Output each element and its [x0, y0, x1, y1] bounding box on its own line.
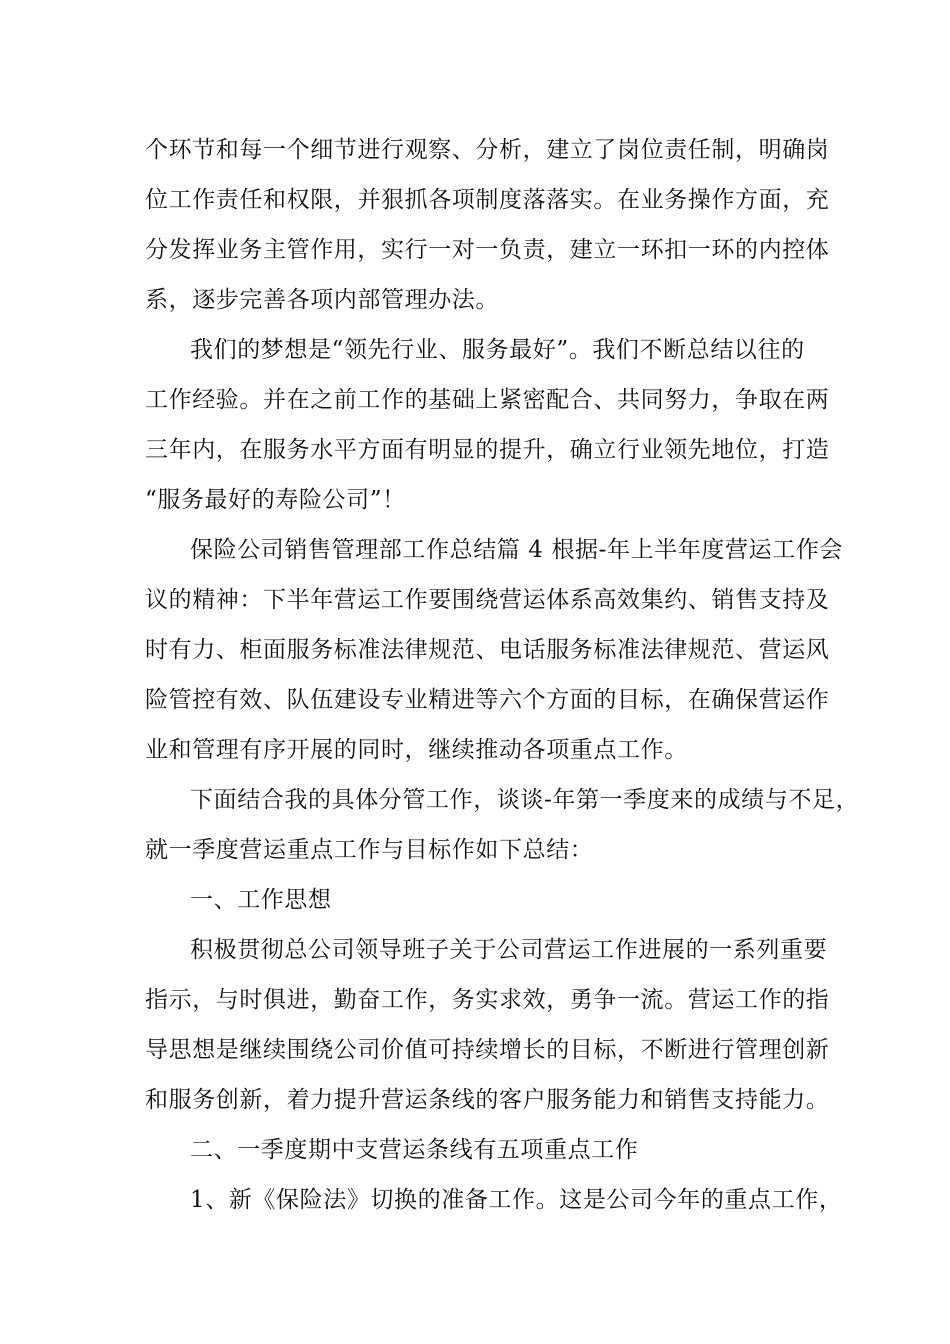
text-line: 时有力、柜面服务标准法律规范、电话服务标准法律规范、营运风: [145, 637, 830, 663]
paragraph-first-line: 积极贯彻总公司领导班子关于公司营运工作进展的一系列重要: [190, 937, 828, 963]
text-line: 工作经验。并在之前工作的基础上紧密配合、共同努力，争取在两: [145, 387, 830, 413]
text-line: 分发挥业务主管作用，实行一对一负责，建立一环扣一环的内控体: [145, 237, 830, 263]
text-line: 议的精神：下半年营运工作要围绕营运体系高效集约、销售支持及: [145, 587, 830, 613]
text-line: 系，逐步完善各项内部管理办法。: [145, 287, 499, 313]
text-line: 三年内，在服务水平方面有明显的提升，确立行业领先地位，打造: [145, 437, 830, 463]
text-line: 个环节和每一个细节进行观察、分析，建立了岗位责任制，明确岗: [145, 137, 830, 163]
section-heading: 一、工作思想: [190, 887, 332, 913]
text-line: 导思想是继续围绕公司价值可持续增长的目标，不断进行管理创新: [145, 1037, 830, 1063]
text-line: 指示，与时俱进，勤奋工作，务实求效，勇争一流。营运工作的指: [145, 987, 830, 1013]
text-line: 险管控有效、队伍建设专业精进等六个方面的目标，在确保营运作: [145, 687, 830, 713]
text-line: “服务最好的寿险公司”！: [145, 487, 406, 513]
text-line: 就一季度营运重点工作与目标作如下总结：: [145, 837, 594, 863]
paragraph-first-line: 保险公司销售管理部工作总结篇 4 根据-年上半年度营运工作会: [190, 537, 844, 563]
paragraph-first-line: 我们的梦想是“领先行业、服务最好”。我们不断总结以往的: [190, 337, 805, 363]
text-line: 位工作责任和权限，并狠抓各项制度落落实。在业务操作方面，充: [145, 187, 830, 213]
section-heading: 二、一季度期中支营运条线有五项重点工作: [190, 1137, 639, 1163]
text-line: 和服务创新，着力提升营运条线的客户服务能力和销售支持能力。: [145, 1087, 830, 1113]
paragraph-first-line: 1、新《保险法》切换的准备工作。这是公司今年的重点工作，: [190, 1187, 843, 1213]
paragraph-first-line: 下面结合我的具体分管工作，谈谈-年第一季度来的成绩与不足，: [190, 787, 860, 813]
text-line: 业和管理有序开展的同时，继续推动各项重点工作。: [145, 737, 688, 763]
